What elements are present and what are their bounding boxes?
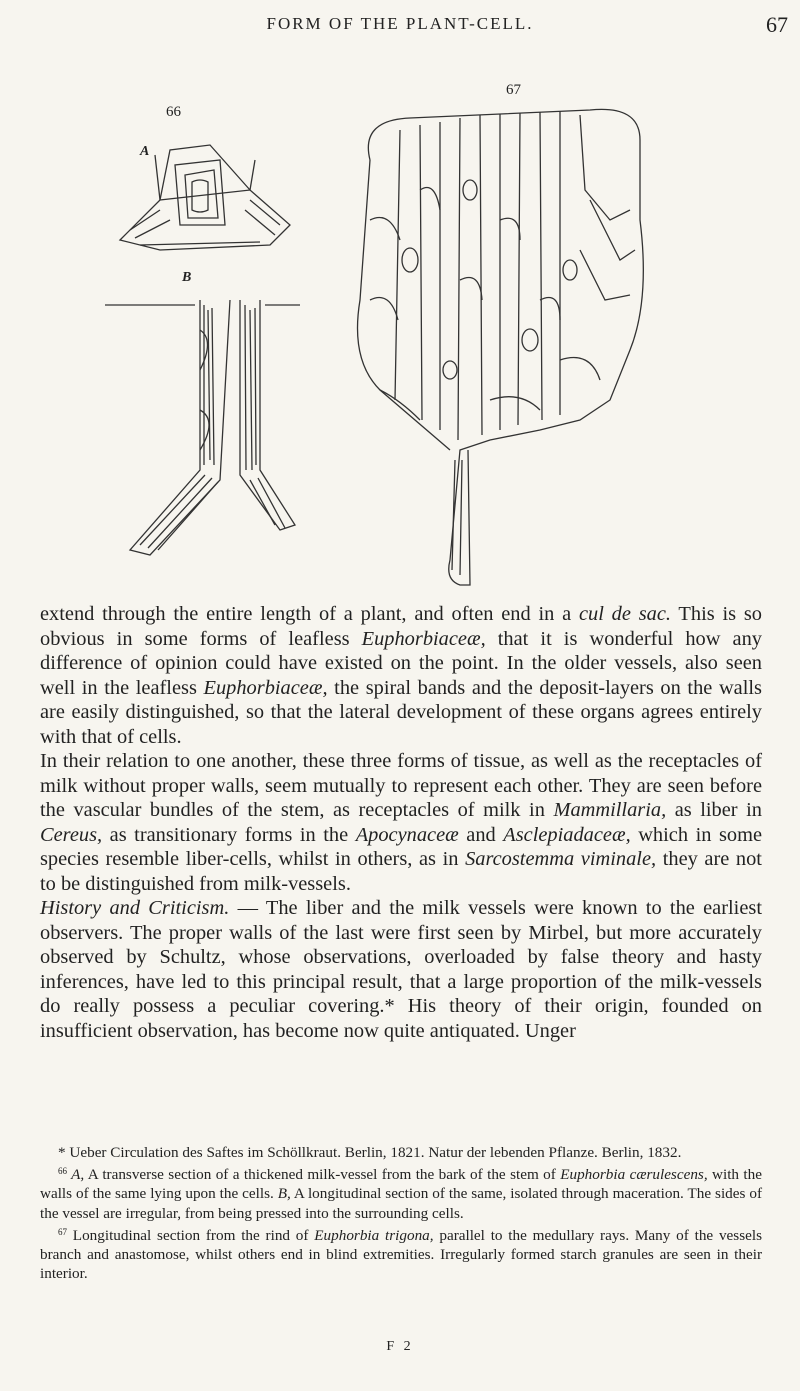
footnote-67: $^{67}$ Longitudinal section from the rind of Euphorbia trigona, parallel to the medullary rays. Many of the vessels branch and anastomose, whilst others end in blind extremities. Irregularly formed starch granules are seen in their interior. [40, 1226, 762, 1283]
figure-67-number: 67 [506, 82, 521, 98]
paragraph-3: History and Criticism. — The liber and the milk vessels were known to the earliest observers. The proper walls of the last were first seen by Mirbel, but more accurately observed by Schultz, whose observations, overloaded by false theory and hasty inferences, have led to this principal result, that a large proportion of the milk-vessels do really possess a peculiar covering.* His theory of their origin, founded on insufficient observation, has become now quite antiquated. Unger [40, 897, 762, 1042]
footnote-66: $^{66}$ A, A transverse section of a thickened milk-vessel from the bark of the stem of Euphorbia cærulescens, with the walls of the same lying upon the cells. B, A longitudinal section of the same, isolated through maceration. The sides of the vessel are irregular, from being pressed into the surrounding cells. [40, 1166, 763, 1222]
figure-66-illustration [100, 130, 300, 560]
body-text [40, 602, 762, 1043]
paragraph-1: extend through the entire length of a plant, and often end in a cul de sac. This is so obvious in some forms of leafless Euphorbiaceæ, that it is wonderful how any difference of opinion could have existed on the point. In the older vessels, also seen well in the leafless Euphorbiaceæ, the spiral bands and the deposit-layers on the walls are easily distinguished, so that the lateral development of these organs agrees entirely with that of cells. [40, 603, 762, 748]
page-number: 67 [766, 12, 788, 37]
footnotes [40, 1143, 762, 1283]
footnote-star: * Ueber Circulation des Saftes im Schöllkraut. Berlin, 1821. Natur der lebenden Pflanze. Berlin, 1832. [58, 1144, 682, 1161]
figure-66-label-a: A [140, 144, 150, 159]
running-head: FORM OF THE PLANT-CELL. [266, 14, 534, 33]
figure-67-illustration [340, 100, 660, 590]
figure-66-number: 66 [166, 104, 181, 120]
signature-mark: F 2 [386, 1339, 414, 1354]
section-heading: History and Criticism. [40, 897, 230, 919]
figure-66-label-b: B [182, 270, 192, 285]
paragraph-2: In their relation to one another, these three forms of tissue, as well as the receptacles of milk without proper walls, seem mutually to represent each other. They are seen before the vascular bundles of the stem, as receptacles of milk in Mammillaria, as liber in Cereus, as transitionary forms in the Apocynaceæ and Asclepiadaceæ, which in some species resemble liber-cells, whilst in others, as in Sarcostemma viminale, they are not to be distinguished from milk-vessels. [40, 750, 763, 895]
